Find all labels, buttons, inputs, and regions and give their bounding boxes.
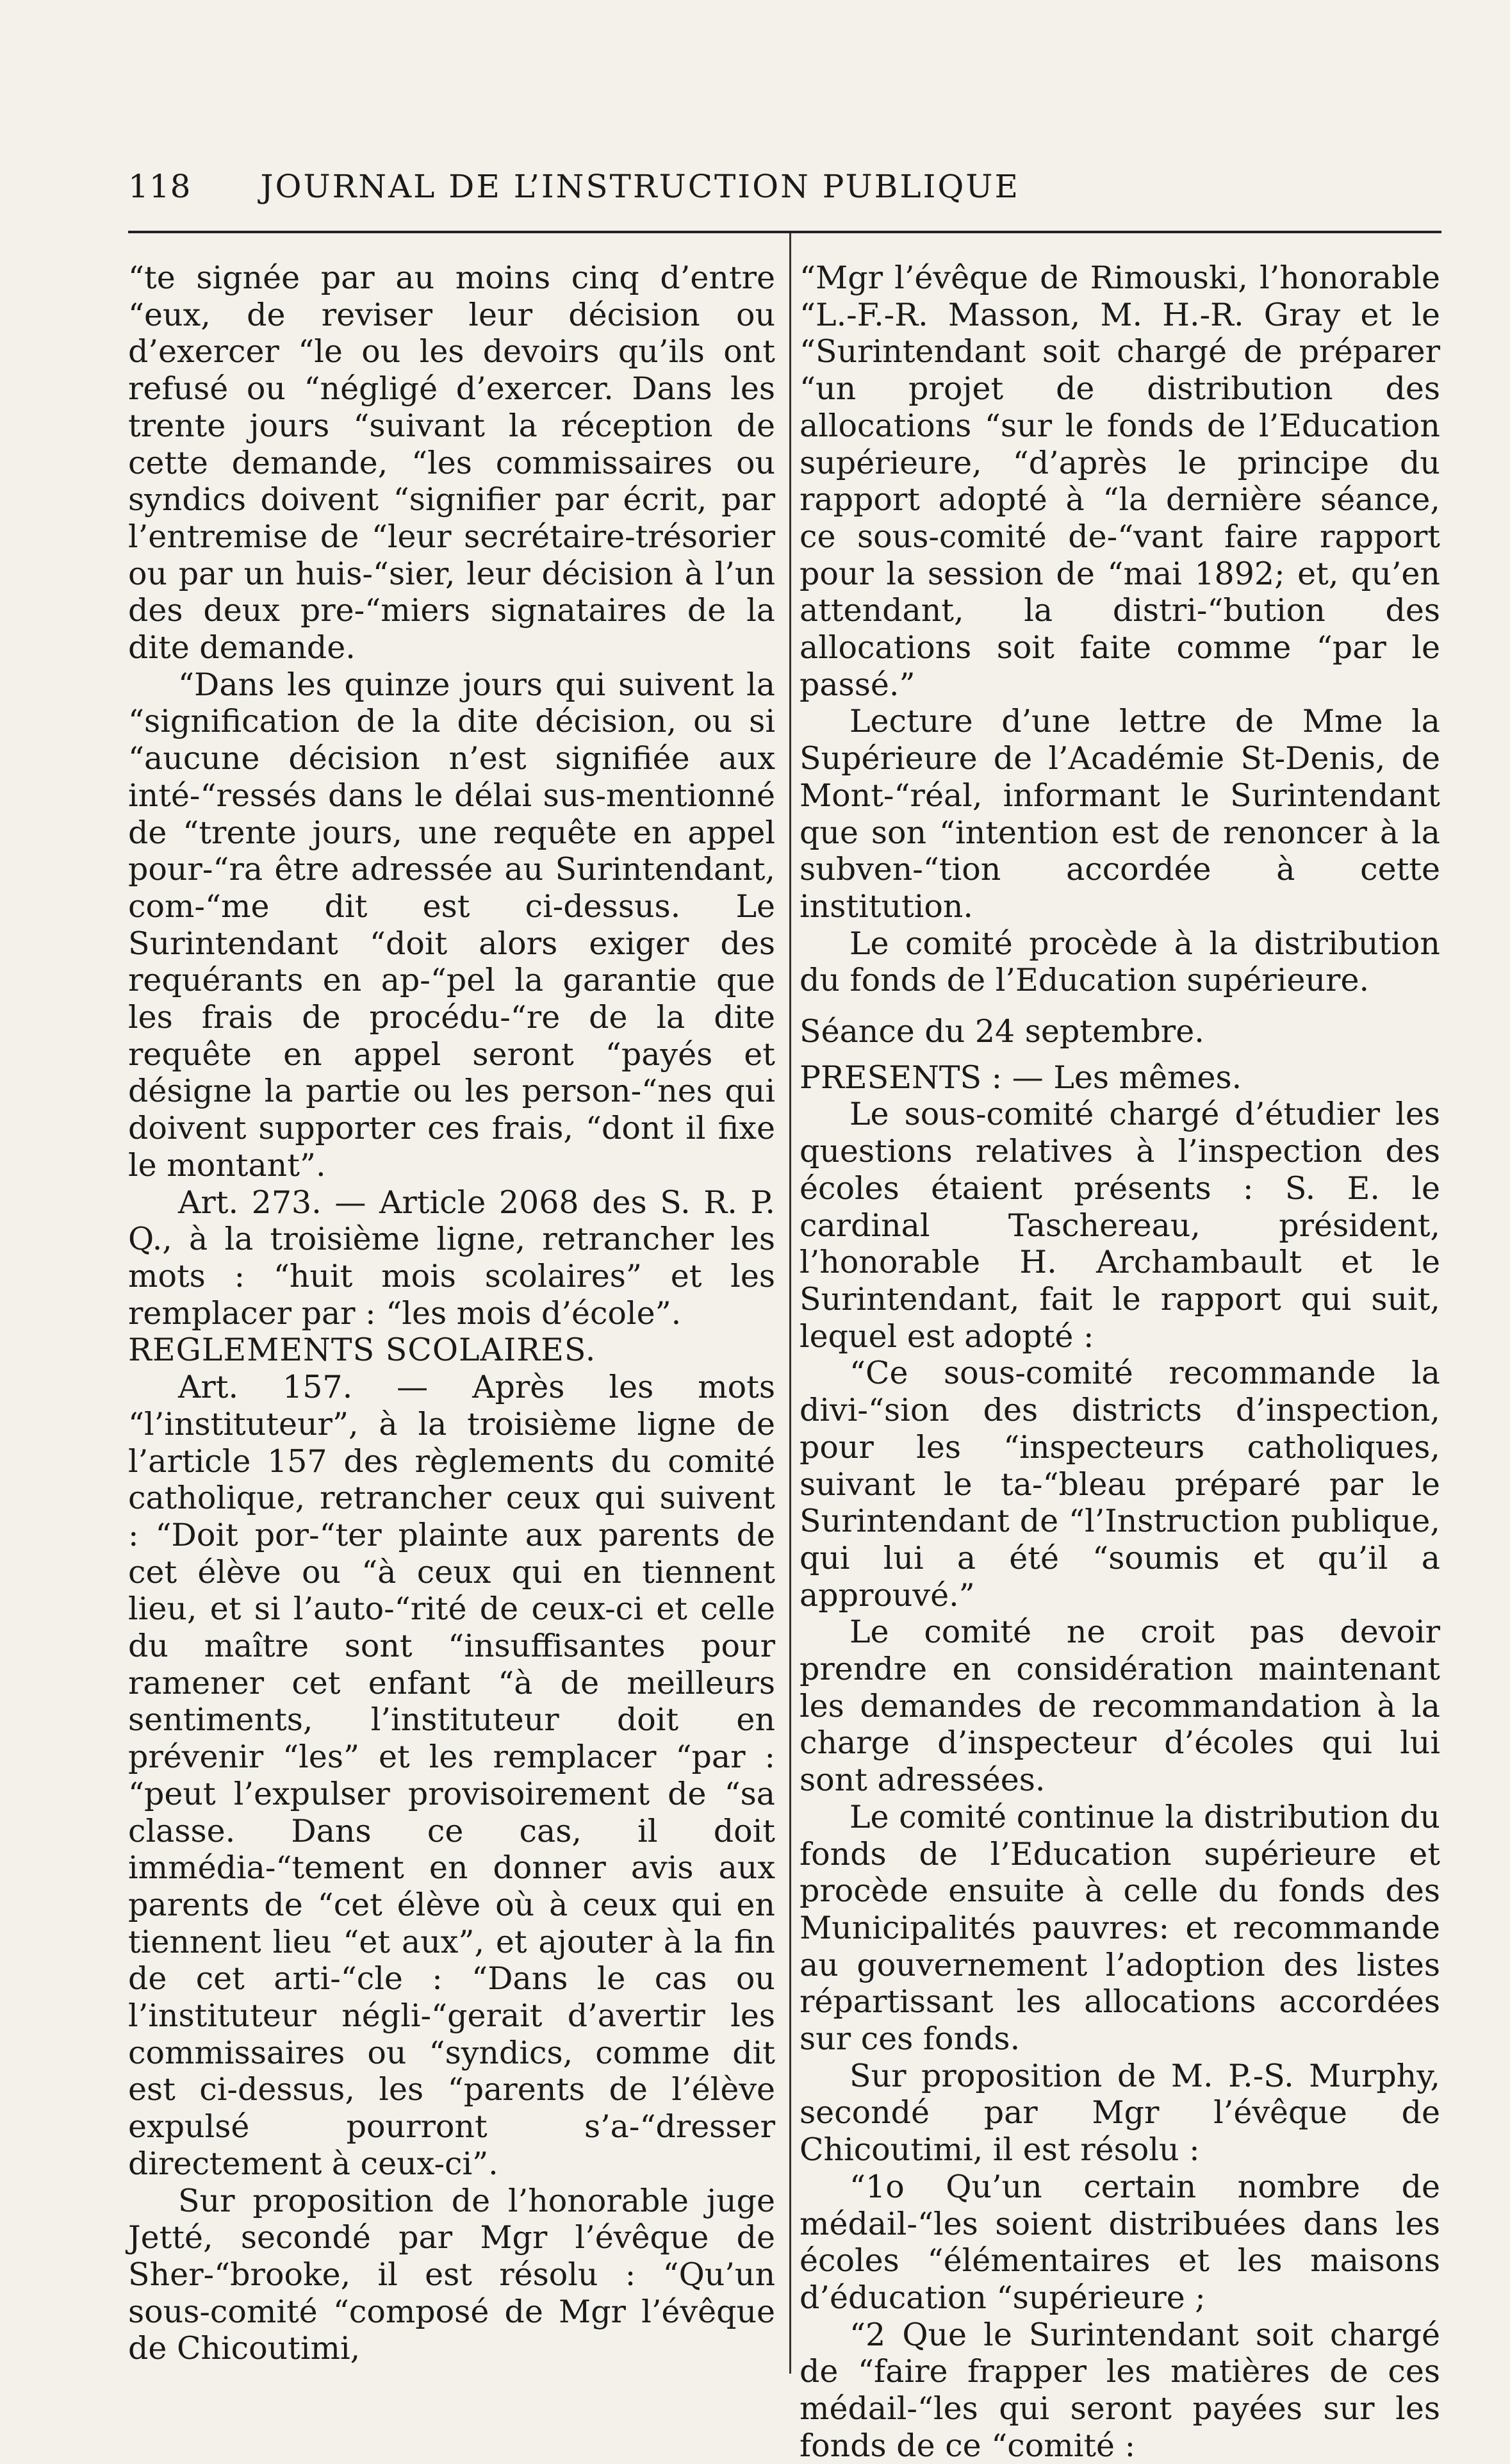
page-header [128, 168, 1166, 213]
journal-title: JOURNAL DE L’INSTRUCTION PUBLIQUE [260, 168, 1020, 205]
left-column [128, 260, 775, 2367]
paragraph: Le sous-comité chargé d’étudier les questions relatives à l’inspection des écoles étaient présents : S. E. le cardinal Taschereau, président, l’honorable H. Archambault et le Surintendant, fait le rapport qui suit, lequel est adopté : [800, 1096, 1440, 1355]
attendance-line: PRESENTS : — Les mêmes. [800, 1059, 1242, 1096]
paragraph: Le comité ne croit pas devoir prendre en considération maintenant les demandes de recommandation à la charge d’inspecteur d’écoles qui lui sont adressées. [800, 1614, 1440, 1799]
column-divider [789, 233, 791, 2374]
session-date: Séance du 24 septembre. [800, 1013, 1204, 1050]
paragraph: Sur proposition de M. P.-S. Murphy, secondé par Mgr l’évêque de Chicoutimi, il est résolu : [800, 2057, 1440, 2169]
paragraph: “Mgr l’évêque de Rimouski, l’honorable “L.-F.-R. Masson, M. H.-R. Gray et le “Surintendant soit chargé de préparer “un projet de distribution des allocations “sur le fonds de l’Education supérieure, “d’après le principe du rapport adopté à “la dernière séance, ce sous-comité de-“vant faire rapport pour la session de “mai 1892; et, qu’en attendant, la distri-“bution des allocations soit faite comme “par le passé.” [800, 260, 1440, 703]
paragraph: Lecture d’une lettre de Mme la Supérieure de l’Académie St-Denis, de Mont-“réal, informant le Surintendant que son “intention est de renoncer à la subven-“tion accordée à cette institution. [800, 703, 1440, 925]
paragraph: Art. 273. — Article 2068 des S. R. P. Q., à la troisième ligne, retrancher les mots : “huit mois scolaires” et les remplacer par : “les mois d’école”. [128, 1184, 775, 1332]
paragraph: “1o Qu’un certain nombre de médail-“les soient distribuées dans les écoles “élémentaires et les maisons d’éducation “supérieure ; [800, 2168, 1440, 2316]
header-rule [128, 231, 1441, 233]
paragraph: “2 Que le Surintendant soit chargé de “faire frapper les matières de ces médail-“les qui seront payées sur les fonds de ce “comité : [800, 2316, 1440, 2464]
paragraph: Art. 157. — Après les mots “l’instituteur”, à la troisième ligne de l’article 157 des règlements du comité catholique, retrancher ceux qui suivent : “Doit por-“ter plainte aux parents de cet élève ou “à ceux qui en tiennent lieu, et si l’auto-“rité de ceux-ci et celle du maître sont “insuffisantes pour ramener cet enfant “à de meilleurs sentiments, l’instituteur doit en prévenir “les” et les remplacer “par : “peut l’expulser provisoirement de “sa classe. Dans ce cas, il doit immédia-“tement en donner avis aux parents de “cet élève où à ceux qui en tiennent lieu “et aux”, et ajouter à la fin de cet arti-“cle : “Dans le cas ou l’instituteur négli-“gerait d’avertir les commissaires ou “syndics, comme dit est ci-dessus, les “parents de l’élève expulsé pourront s’a-“dresser directement à ceux-ci”. [128, 1369, 775, 2182]
paragraph: “Dans les quinze jours qui suivent la “signification de la dite décision, ou si “aucune décision n’est signifiée aux inté-“ressés dans le délai sus-mentionné de “trente jours, une requête en appel pour-“ra être adressée au Surintendant, com-“me dit est ci-dessus. Le Surintendant “doit alors exiger des requérants en ap-“pel la garantie que les frais de procédu-“re de la dite requête en appel seront “payés et désigne la partie ou les person-“nes qui doivent supporter ces frais, “dont il fixe le montant”. [128, 666, 775, 1184]
paragraph: “te signée par au moins cinq d’entre “eux, de reviser leur décision ou d’exercer “le ou les devoirs qu’ils ont refusé ou “négligé d’exercer. Dans les trente jours “suivant la réception de cette demande, “les commissaires ou syndics doivent “signifier par écrit, par l’entremise de “leur secrétaire-trésorier ou par un huis-“sier, leur décision à l’un des deux pre-“miers signataires de la dite demande. [128, 260, 775, 666]
right-column [800, 260, 1440, 2464]
paragraph: Sur proposition de l’honorable juge Jetté, secondé par Mgr l’évêque de Sher-“brooke, il est résolu : “Qu’un sous-comité “composé de Mgr l’évêque de Chicoutimi, [128, 2182, 775, 2367]
paragraph: Le comité continue la distribution du fonds de l’Education supérieure et procède ensuite à celle du fonds des Municipalités pauvres: et recommande au gouvernement l’adoption des listes répartissant les allocations accordées sur ces fonds. [800, 1798, 1440, 2058]
paragraph: “Ce sous-comité recommande la divi-“sion des districts d’inspection, pour les “inspecteurs catholiques, suivant le ta-“bleau préparé par le Surintendant de “l’Instruction publique, qui lui a été “soumis et qu’il a approuvé.” [800, 1355, 1440, 1614]
section-heading: REGLEMENTS SCOLAIRES. [128, 1332, 596, 1369]
paragraph: Le comité procède à la distribution du fonds de l’Education supérieure. [800, 925, 1440, 999]
page-number: 118 [128, 168, 192, 205]
